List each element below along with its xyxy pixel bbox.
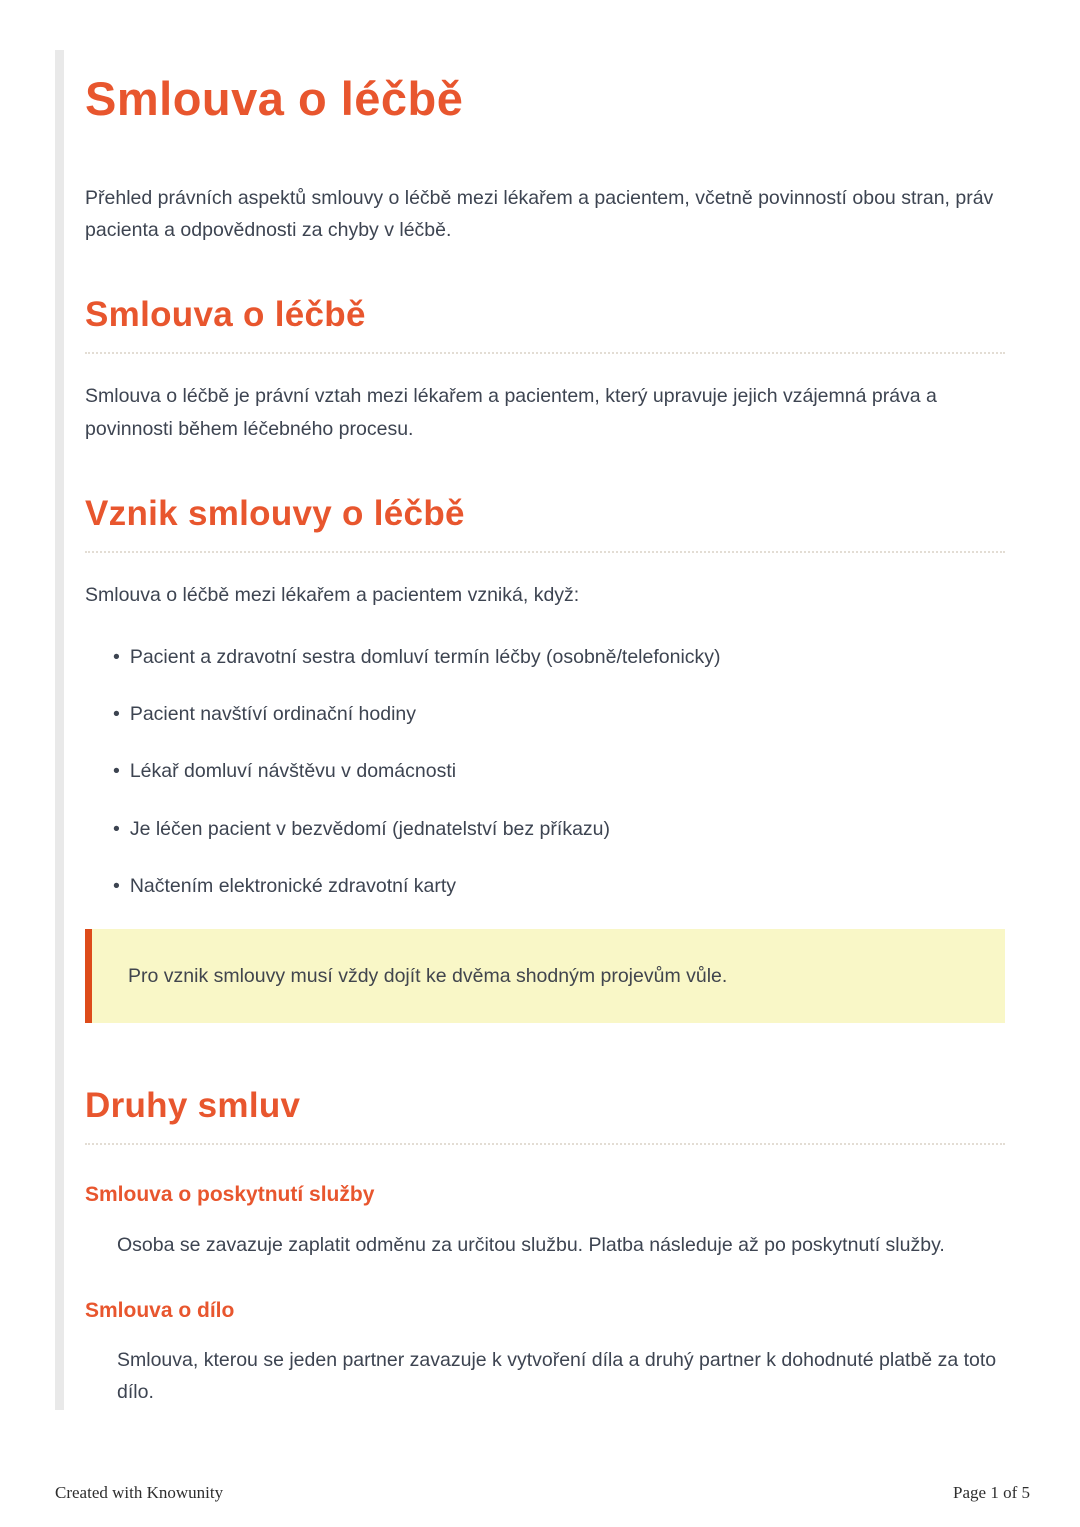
section-heading-vznik-smlouvy: Vznik smlouvy o léčbě [85, 493, 1005, 553]
page-footer [55, 1483, 1030, 1503]
list-item [113, 815, 1005, 844]
list-item-text: Je léčen pacient v bezvědomí (jednatelství bez příkazu) [129, 817, 610, 840]
list-item-text: Lékař domluví návštěvu v domácnosti [129, 760, 457, 783]
bullet-icon: • [113, 760, 120, 783]
bullet-icon: • [113, 874, 120, 897]
footer-created-with: Created with Knowunity [55, 1483, 224, 1502]
bullet-icon: • [113, 817, 120, 840]
list-item [113, 757, 1005, 786]
intro-paragraph: Přehled právních aspektů smlouvy o léčbě mezi lékařem a pacientem, včetně povinností obou stran, práv pacienta a odpovědnosti za chyby v léčbě. [85, 187, 994, 242]
bullet-list [85, 643, 1005, 901]
left-margin-rule [55, 50, 64, 1410]
callout-note [85, 929, 1005, 1023]
list-item [113, 872, 1005, 901]
list-item-text: Načtením elektronické zdravotní karty [129, 874, 457, 897]
section-heading-smlouva-o-lecbe: Smlouva o léčbě [85, 294, 1005, 354]
bullet-icon: • [113, 645, 120, 668]
list-item [113, 643, 1005, 672]
bullet-icon: • [113, 703, 120, 726]
subheading-smlouva-o-dilo: Smlouva o dílo [85, 1298, 235, 1322]
sub1-paragraph: Osoba se zavazuje zaplatit odměnu za určitou službu. Platba následuje až po poskytnutí služby. [117, 1233, 945, 1256]
document-content [85, 0, 1005, 1408]
list-item-text: Pacient navštíví ordinační hodiny [129, 703, 416, 726]
list-item-text: Pacient a zdravotní sestra domluví termín léčby (osobně/telefonicky) [129, 645, 721, 668]
footer-page-number: Page 1 of 5 [953, 1483, 1030, 1502]
list-item [113, 700, 1005, 729]
section1-paragraph: Smlouva o léčbě je právní vztah mezi lékařem a pacientem, který upravuje jejich vzájemná práva a povinnosti během léčebného procesu. [85, 385, 937, 440]
section-heading-druhy-smluv: Druhy smluv [85, 1085, 1005, 1145]
sub2-paragraph: Smlouva, kterou se jeden partner zavazuje k vytvoření díla a druhý partner k dohodnuté platbě za toto dílo. [117, 1349, 997, 1404]
document-title: Smlouva o léčbě [85, 72, 464, 125]
section2-lead-paragraph: Smlouva o léčbě mezi lékařem a pacientem vzniká, když: [85, 583, 580, 606]
callout-text: Pro vznik smlouvy musí vždy dojít ke dvěma shodným projevům vůle. [128, 965, 728, 988]
subheading-smlouva-o-poskytnuti-sluzby: Smlouva o poskytnutí služby [85, 1183, 375, 1207]
